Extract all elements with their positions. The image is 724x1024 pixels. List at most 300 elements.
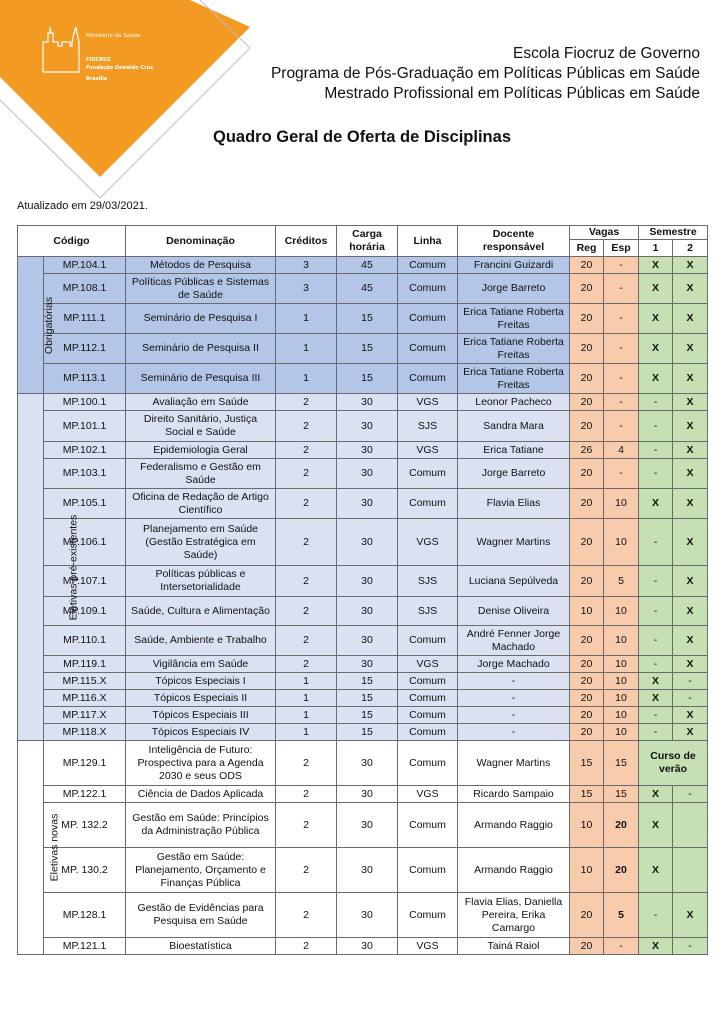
course-code: MP.112.1 bbox=[44, 334, 126, 364]
table-row bbox=[18, 489, 708, 519]
course-teacher: - bbox=[458, 724, 570, 741]
course-credits: 1 bbox=[276, 364, 337, 394]
course-teacher: Wagner Martins bbox=[458, 519, 570, 566]
course-name: Oficina de Redação de Artigo Científico bbox=[126, 489, 276, 519]
semestre-s2: X bbox=[673, 597, 708, 626]
vagas-reg: 10 bbox=[570, 848, 604, 893]
course-code: MP.109.1 bbox=[44, 597, 126, 626]
course-line: Comum bbox=[398, 334, 458, 364]
course-credits: 2 bbox=[276, 489, 337, 519]
course-credits: 2 bbox=[276, 803, 337, 848]
course-line: Comum bbox=[398, 459, 458, 489]
semestre-s2: X bbox=[673, 411, 708, 442]
course-teacher: Erica Tatiane bbox=[458, 442, 570, 459]
table-row bbox=[18, 786, 708, 803]
course-teacher: Jorge Barreto bbox=[458, 274, 570, 304]
semestre-s1: - bbox=[639, 394, 673, 411]
table-row bbox=[18, 519, 708, 566]
vagas-esp: 5 bbox=[604, 566, 639, 597]
vagas-esp: 15 bbox=[604, 741, 639, 786]
semestre-s2: - bbox=[673, 673, 708, 690]
course-name: Planejamento em Saúde (Gestão Estratégica em Saúde) bbox=[126, 519, 276, 566]
course-hours: 45 bbox=[337, 274, 398, 304]
vagas-reg: 20 bbox=[570, 411, 604, 442]
vagas-esp: 10 bbox=[604, 724, 639, 741]
semestre-s1: - bbox=[639, 442, 673, 459]
course-name: Inteligência de Futuro: Prospectiva para a Agenda 2030 e seus ODS bbox=[126, 741, 276, 786]
table-row bbox=[18, 848, 708, 893]
course-name: Saúde, Ambiente e Trabalho bbox=[126, 626, 276, 656]
course-credits: 2 bbox=[276, 442, 337, 459]
table-row bbox=[18, 626, 708, 656]
semestre-s2: X bbox=[673, 707, 708, 724]
table-row bbox=[18, 566, 708, 597]
vagas-reg: 20 bbox=[570, 673, 604, 690]
ministry-label: Ministério da Saúde bbox=[86, 33, 141, 39]
course-line: Comum bbox=[398, 848, 458, 893]
semestre-s2: - bbox=[673, 938, 708, 955]
vagas-reg: 20 bbox=[570, 724, 604, 741]
course-teacher: Denise Oliveira bbox=[458, 597, 570, 626]
course-hours: 30 bbox=[337, 893, 398, 938]
vagas-reg: 20 bbox=[570, 334, 604, 364]
table-row bbox=[18, 459, 708, 489]
course-line: VGS bbox=[398, 442, 458, 459]
course-code: MP.115.X bbox=[44, 673, 126, 690]
semestre-s2: X bbox=[673, 893, 708, 938]
table-row bbox=[18, 334, 708, 364]
course-hours: 30 bbox=[337, 442, 398, 459]
course-name: Tópicos Especiais III bbox=[126, 707, 276, 724]
header-linha: Linha bbox=[398, 226, 458, 257]
course-credits: 2 bbox=[276, 848, 337, 893]
course-teacher: - bbox=[458, 707, 570, 724]
course-name: Ciência de Dados Aplicada bbox=[126, 786, 276, 803]
course-code: MP.118.X bbox=[44, 724, 126, 741]
course-name: Métodos de Pesquisa bbox=[126, 257, 276, 274]
course-teacher: Erica Tatiane Roberta Freitas bbox=[458, 364, 570, 394]
course-hours: 15 bbox=[337, 364, 398, 394]
course-line: VGS bbox=[398, 519, 458, 566]
semestre-s1: - bbox=[639, 597, 673, 626]
semestre-s2: - bbox=[673, 690, 708, 707]
course-line: Comum bbox=[398, 304, 458, 334]
semestre-s2: X bbox=[673, 519, 708, 566]
course-teacher: Ricardo Sampaio bbox=[458, 786, 570, 803]
course-teacher: Wagner Martins bbox=[458, 741, 570, 786]
course-hours: 30 bbox=[337, 411, 398, 442]
course-credits: 1 bbox=[276, 690, 337, 707]
vagas-esp: - bbox=[604, 364, 639, 394]
course-line: Comum bbox=[398, 690, 458, 707]
course-code: MP.119.1 bbox=[44, 656, 126, 673]
vagas-esp: - bbox=[604, 334, 639, 364]
group-label-text: Eletivas novas bbox=[48, 813, 61, 882]
course-name: Gestão em Saúde: Princípios da Administração Pública bbox=[126, 803, 276, 848]
course-name: Vigilância em Saúde bbox=[126, 656, 276, 673]
table-row bbox=[18, 274, 708, 304]
header-reg: Reg bbox=[570, 240, 604, 257]
vagas-reg: 20 bbox=[570, 893, 604, 938]
course-code: MP.129.1 bbox=[44, 741, 126, 786]
course-line: SJS bbox=[398, 597, 458, 626]
vagas-reg: 20 bbox=[570, 274, 604, 304]
table-row bbox=[18, 707, 708, 724]
course-line: SJS bbox=[398, 411, 458, 442]
semestre-s1: X bbox=[639, 848, 673, 893]
semestre-s1: X bbox=[639, 938, 673, 955]
course-line: Comum bbox=[398, 893, 458, 938]
course-credits: 2 bbox=[276, 459, 337, 489]
semestre-s2: X bbox=[673, 626, 708, 656]
course-credits: 3 bbox=[276, 274, 337, 304]
course-hours: 30 bbox=[337, 489, 398, 519]
semestre-s1: - bbox=[639, 566, 673, 597]
course-teacher: Flavia Elias bbox=[458, 489, 570, 519]
course-teacher: Jorge Barreto bbox=[458, 459, 570, 489]
vagas-reg: 15 bbox=[570, 741, 604, 786]
table-row bbox=[18, 304, 708, 334]
group-label-obrigatorias bbox=[18, 257, 56, 394]
course-line: VGS bbox=[398, 786, 458, 803]
course-hours: 30 bbox=[337, 803, 398, 848]
course-teacher: Jorge Machado bbox=[458, 656, 570, 673]
semestre-s2: X bbox=[673, 656, 708, 673]
course-hours: 30 bbox=[337, 741, 398, 786]
course-teacher: André Fenner Jorge Machado bbox=[458, 626, 570, 656]
table-body bbox=[18, 257, 708, 955]
vagas-esp: 20 bbox=[604, 803, 639, 848]
course-hours: 15 bbox=[337, 334, 398, 364]
semestre-merged: Curso de verão bbox=[639, 741, 708, 786]
vagas-reg: 20 bbox=[570, 257, 604, 274]
course-teacher: Flavia Elias, Daniella Pereira, Erika Camargo bbox=[458, 893, 570, 938]
semestre-s1: - bbox=[639, 411, 673, 442]
course-code: MP. 130.2 bbox=[44, 848, 126, 893]
table-row bbox=[18, 938, 708, 955]
semestre-s2: X bbox=[673, 459, 708, 489]
semestre-s2: X bbox=[673, 257, 708, 274]
foundation-label: Fundação Oswaldo Cruz bbox=[86, 65, 154, 71]
course-name: Tópicos Especiais IV bbox=[126, 724, 276, 741]
course-teacher: Leonor Pacheco bbox=[458, 394, 570, 411]
course-line: SJS bbox=[398, 566, 458, 597]
vagas-esp: 10 bbox=[604, 597, 639, 626]
semestre-s2: X bbox=[673, 442, 708, 459]
course-hours: 15 bbox=[337, 304, 398, 334]
vagas-reg: 20 bbox=[570, 519, 604, 566]
course-name: Tópicos Especiais I bbox=[126, 673, 276, 690]
semestre-s2: X bbox=[673, 304, 708, 334]
course-credits: 2 bbox=[276, 566, 337, 597]
course-line: Comum bbox=[398, 724, 458, 741]
vagas-esp: 5 bbox=[604, 893, 639, 938]
vagas-esp: 15 bbox=[604, 786, 639, 803]
course-code: MP.103.1 bbox=[44, 459, 126, 489]
course-code: MP.107.1 bbox=[44, 566, 126, 597]
vagas-esp: 10 bbox=[604, 519, 639, 566]
semestre-s1: - bbox=[639, 724, 673, 741]
vagas-reg: 26 bbox=[570, 442, 604, 459]
course-hours: 30 bbox=[337, 519, 398, 566]
group-label-text: Eletivas pré-existentes bbox=[67, 514, 80, 620]
semestre-s1: X bbox=[639, 364, 673, 394]
vagas-reg: 20 bbox=[570, 566, 604, 597]
vagas-reg: 10 bbox=[570, 597, 604, 626]
semestre-s2: X bbox=[673, 566, 708, 597]
course-code: MP.117.X bbox=[44, 707, 126, 724]
group-label-preexistentes bbox=[18, 394, 80, 741]
vagas-esp: - bbox=[604, 459, 639, 489]
table-row bbox=[18, 673, 708, 690]
course-line: Comum bbox=[398, 673, 458, 690]
course-hours: 30 bbox=[337, 656, 398, 673]
course-code: MP.111.1 bbox=[44, 304, 126, 334]
vagas-reg: 15 bbox=[570, 786, 604, 803]
course-line: Comum bbox=[398, 274, 458, 304]
semestre-s1: X bbox=[639, 489, 673, 519]
semestre-s2: X bbox=[673, 274, 708, 304]
course-teacher: - bbox=[458, 690, 570, 707]
header-vagas: Vagas bbox=[570, 226, 639, 240]
table-row bbox=[18, 257, 708, 274]
course-name: Gestão em Saúde: Planejamento, Orçamento e Finanças Pública bbox=[126, 848, 276, 893]
vagas-esp: 20 bbox=[604, 848, 639, 893]
course-hours: 45 bbox=[337, 257, 398, 274]
course-code: MP.110.1 bbox=[44, 626, 126, 656]
course-credits: 2 bbox=[276, 394, 337, 411]
page-title: Quadro Geral de Oferta de Disciplinas bbox=[212, 128, 511, 146]
header-denominacao: Denominação bbox=[126, 226, 276, 257]
course-hours: 15 bbox=[337, 707, 398, 724]
semestre-s2: X bbox=[673, 364, 708, 394]
course-teacher: - bbox=[458, 673, 570, 690]
course-code: MP.108.1 bbox=[44, 274, 126, 304]
course-hours: 15 bbox=[337, 690, 398, 707]
course-line: Comum bbox=[398, 707, 458, 724]
course-line: VGS bbox=[398, 938, 458, 955]
course-hours: 30 bbox=[337, 394, 398, 411]
course-teacher: Armando Raggio bbox=[458, 848, 570, 893]
course-name: Mestrado Profissional em Políticas Públicas em Saúde bbox=[324, 85, 700, 102]
course-code: MP.121.1 bbox=[44, 938, 126, 955]
vagas-esp: 4 bbox=[604, 442, 639, 459]
course-code: MP.128.1 bbox=[44, 893, 126, 938]
course-hours: 15 bbox=[337, 673, 398, 690]
header-creditos: Créditos bbox=[276, 226, 337, 257]
vagas-reg: 20 bbox=[570, 707, 604, 724]
course-teacher: Tainá Raiol bbox=[458, 938, 570, 955]
vagas-esp: - bbox=[604, 394, 639, 411]
vagas-esp: - bbox=[604, 257, 639, 274]
course-teacher: Luciana Sepúlveda bbox=[458, 566, 570, 597]
course-name: Avaliação em Saúde bbox=[126, 394, 276, 411]
course-hours: 30 bbox=[337, 597, 398, 626]
course-teacher: Erica Tatiane Roberta Freitas bbox=[458, 334, 570, 364]
header-docente: Docente responsável bbox=[458, 226, 570, 257]
table-row bbox=[18, 394, 708, 411]
header-codigo: Código bbox=[18, 226, 126, 257]
course-code: MP.101.1 bbox=[44, 411, 126, 442]
disciplines-table bbox=[17, 225, 708, 955]
institution-header bbox=[271, 44, 700, 104]
course-teacher: Sandra Mara bbox=[458, 411, 570, 442]
course-code: MP.105.1 bbox=[44, 489, 126, 519]
semestre-s1: - bbox=[639, 707, 673, 724]
semestre-s1: X bbox=[639, 690, 673, 707]
course-credits: 2 bbox=[276, 626, 337, 656]
vagas-reg: 20 bbox=[570, 394, 604, 411]
group-label-novas bbox=[18, 741, 61, 955]
vagas-reg: 20 bbox=[570, 459, 604, 489]
table-row bbox=[18, 364, 708, 394]
course-name: Gestão de Evidências para Pesquisa em Saúde bbox=[126, 893, 276, 938]
course-name: Bioestatística bbox=[126, 938, 276, 955]
vagas-esp: 10 bbox=[604, 489, 639, 519]
course-hours: 30 bbox=[337, 566, 398, 597]
course-line: Comum bbox=[398, 364, 458, 394]
course-credits: 1 bbox=[276, 334, 337, 364]
course-credits: 2 bbox=[276, 893, 337, 938]
course-name: Seminário de Pesquisa II bbox=[126, 334, 276, 364]
semestre-s2: X bbox=[673, 724, 708, 741]
course-code: MP. 132.2 bbox=[44, 803, 126, 848]
course-code: MP.102.1 bbox=[44, 442, 126, 459]
semestre-s1: X bbox=[639, 786, 673, 803]
course-credits: 3 bbox=[276, 257, 337, 274]
table-row bbox=[18, 442, 708, 459]
table-row bbox=[18, 741, 708, 786]
vagas-esp: 10 bbox=[604, 707, 639, 724]
vagas-reg: 20 bbox=[570, 489, 604, 519]
semestre-s1: X bbox=[639, 257, 673, 274]
vagas-esp: 10 bbox=[604, 690, 639, 707]
vagas-reg: 20 bbox=[570, 304, 604, 334]
course-credits: 2 bbox=[276, 741, 337, 786]
course-hours: 30 bbox=[337, 459, 398, 489]
semestre-s2: X bbox=[673, 394, 708, 411]
course-credits: 2 bbox=[276, 938, 337, 955]
course-hours: 30 bbox=[337, 938, 398, 955]
course-hours: 15 bbox=[337, 724, 398, 741]
vagas-esp: - bbox=[604, 938, 639, 955]
course-name: Direito Sanitário, Justiça Social e Saúde bbox=[126, 411, 276, 442]
course-name: Seminário de Pesquisa I bbox=[126, 304, 276, 334]
vagas-reg: 20 bbox=[570, 690, 604, 707]
vagas-esp: 10 bbox=[604, 626, 639, 656]
header-s1: 1 bbox=[639, 240, 673, 257]
semestre-s1: - bbox=[639, 626, 673, 656]
course-code: MP.104.1 bbox=[44, 257, 126, 274]
vagas-reg: 20 bbox=[570, 656, 604, 673]
group-label-text: Obrigatórias bbox=[43, 296, 56, 354]
semestre-s1: X bbox=[639, 334, 673, 364]
vagas-esp: - bbox=[604, 274, 639, 304]
semestre-s1: X bbox=[639, 304, 673, 334]
course-name: Saúde, Cultura e Alimentação bbox=[126, 597, 276, 626]
course-credits: 2 bbox=[276, 411, 337, 442]
semestre-s1: X bbox=[639, 673, 673, 690]
semestre-s1: - bbox=[639, 893, 673, 938]
vagas-reg: 10 bbox=[570, 803, 604, 848]
course-credits: 2 bbox=[276, 519, 337, 566]
semestre-s2: X bbox=[673, 489, 708, 519]
semestre-s2: - bbox=[673, 786, 708, 803]
vagas-reg: 20 bbox=[570, 626, 604, 656]
course-hours: 30 bbox=[337, 626, 398, 656]
table-row bbox=[18, 597, 708, 626]
course-name: Seminário de Pesquisa III bbox=[126, 364, 276, 394]
vagas-reg: 20 bbox=[570, 364, 604, 394]
school-name: Escola Fiocruz de Governo bbox=[513, 45, 700, 62]
course-credits: 1 bbox=[276, 724, 337, 741]
course-teacher: Erica Tatiane Roberta Freitas bbox=[458, 304, 570, 334]
course-code: MP.122.1 bbox=[44, 786, 126, 803]
course-name: Epidemiologia Geral bbox=[126, 442, 276, 459]
semestre-s1: X bbox=[639, 803, 673, 848]
header-esp: Esp bbox=[604, 240, 639, 257]
fiocruz-banner bbox=[0, 0, 260, 200]
course-line: Comum bbox=[398, 741, 458, 786]
table-row bbox=[18, 893, 708, 938]
vagas-esp: 10 bbox=[604, 656, 639, 673]
course-code: MP.106.1 bbox=[44, 519, 126, 566]
course-hours: 30 bbox=[337, 786, 398, 803]
vagas-esp: 10 bbox=[604, 673, 639, 690]
unit-label: Brasília bbox=[86, 76, 108, 82]
course-line: Comum bbox=[398, 489, 458, 519]
course-name: Tópicos Especiais II bbox=[126, 690, 276, 707]
course-hours: 30 bbox=[337, 848, 398, 893]
course-teacher: Francini Guizardi bbox=[458, 257, 570, 274]
course-code: MP.113.1 bbox=[44, 364, 126, 394]
semestre-s2 bbox=[673, 848, 708, 893]
course-credits: 2 bbox=[276, 597, 337, 626]
header-carga: Carga horária bbox=[337, 226, 398, 257]
semestre-s1: X bbox=[639, 274, 673, 304]
course-name: Políticas públicas e Intersetorialidade bbox=[126, 566, 276, 597]
course-credits: 1 bbox=[276, 673, 337, 690]
semestre-s2: X bbox=[673, 334, 708, 364]
course-teacher: Armando Raggio bbox=[458, 803, 570, 848]
header-semestre: Semestre bbox=[639, 226, 708, 240]
course-credits: 2 bbox=[276, 656, 337, 673]
program-name: Programa de Pós-Graduação em Políticas Públicas em Saúde bbox=[270, 65, 700, 82]
semestre-s1: - bbox=[639, 459, 673, 489]
course-line: Comum bbox=[398, 803, 458, 848]
semestre-s2 bbox=[673, 803, 708, 848]
vagas-esp: - bbox=[604, 304, 639, 334]
vagas-esp: - bbox=[604, 411, 639, 442]
table-row bbox=[18, 411, 708, 442]
course-line: VGS bbox=[398, 394, 458, 411]
table-row bbox=[18, 690, 708, 707]
header-s2: 2 bbox=[673, 240, 708, 257]
semestre-s1: - bbox=[639, 519, 673, 566]
course-credits: 1 bbox=[276, 304, 337, 334]
table-row bbox=[18, 803, 708, 848]
course-name: Políticas Públicas e Sistemas de Saúde bbox=[126, 274, 276, 304]
course-credits: 2 bbox=[276, 786, 337, 803]
course-name: Federalismo e Gestão em Saúde bbox=[126, 459, 276, 489]
semestre-s1: - bbox=[639, 656, 673, 673]
course-code: MP.116.X bbox=[44, 690, 126, 707]
course-code: MP.100.1 bbox=[44, 394, 126, 411]
course-credits: 1 bbox=[276, 707, 337, 724]
course-line: VGS bbox=[398, 656, 458, 673]
orange-diamond bbox=[0, 0, 250, 177]
table-row bbox=[18, 656, 708, 673]
